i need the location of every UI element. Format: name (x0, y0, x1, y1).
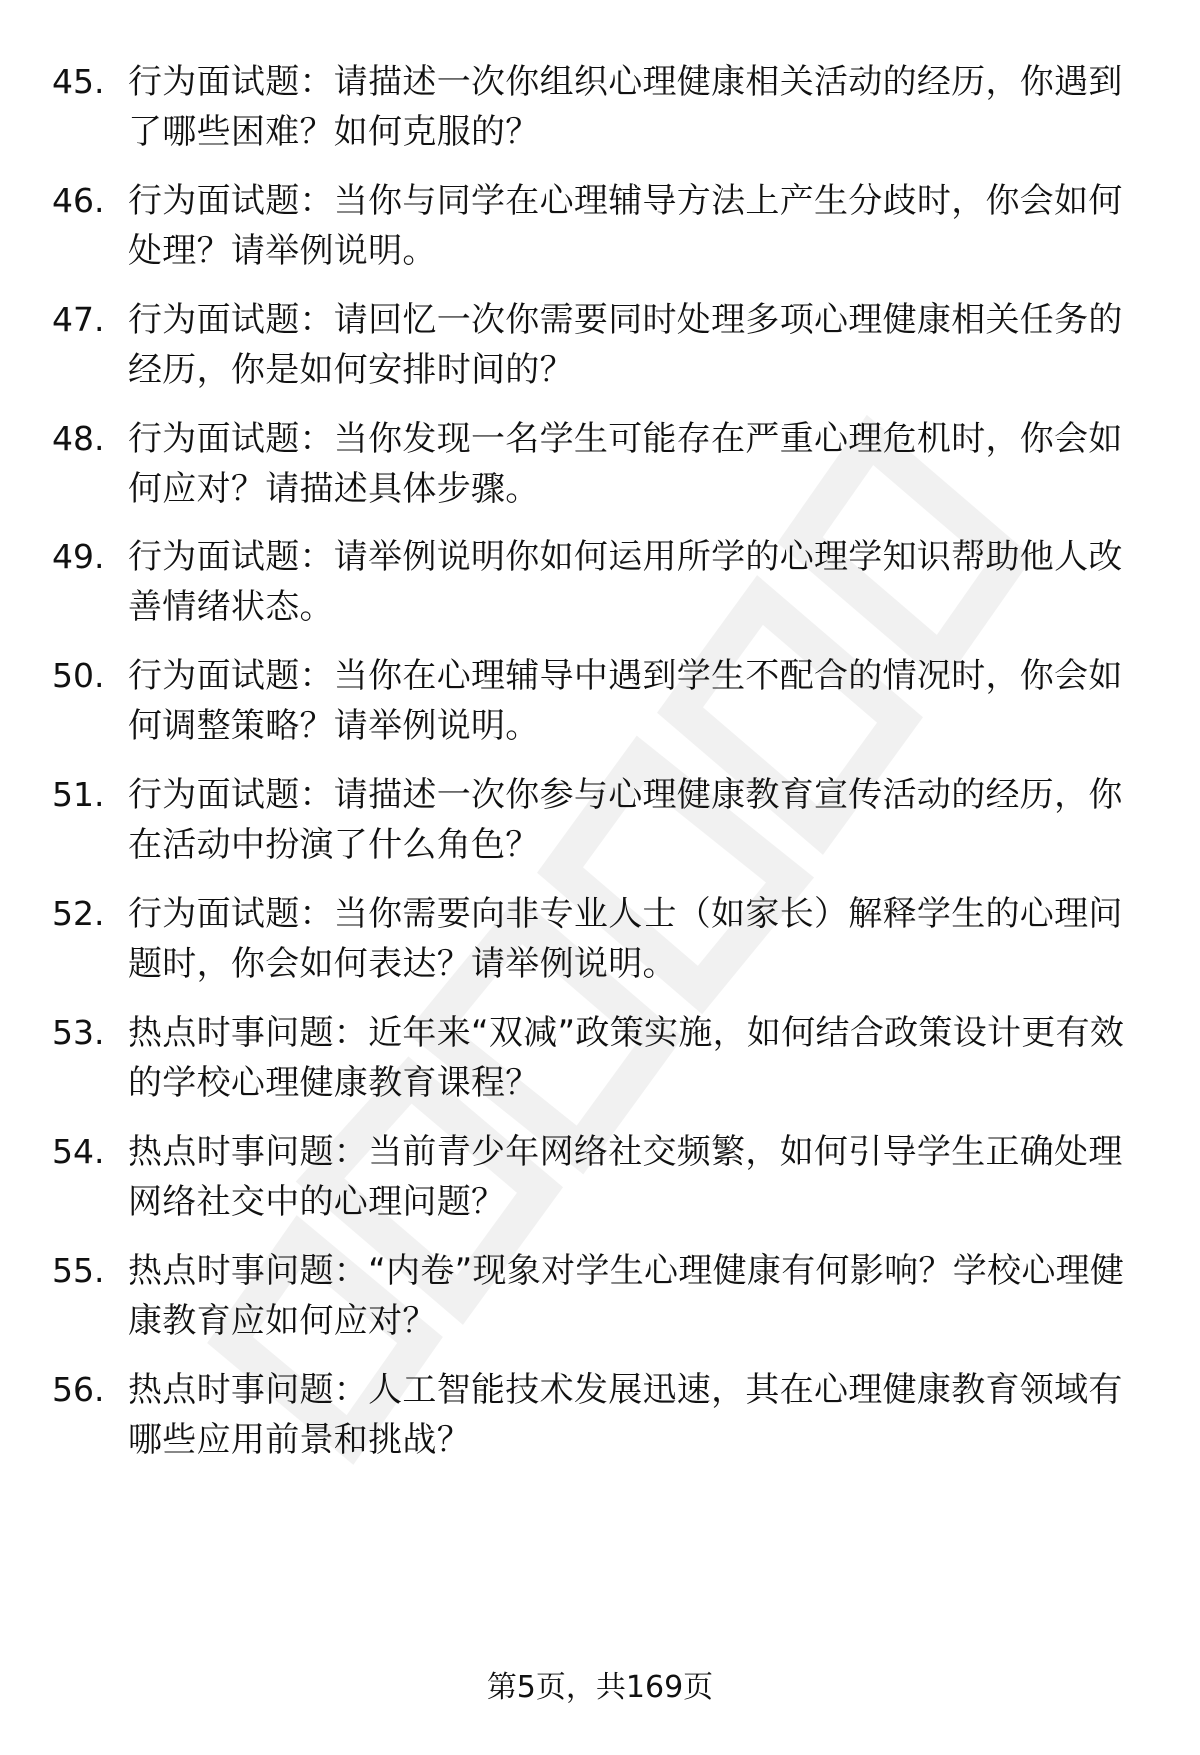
question-item (0, 1365, 1200, 1475)
question-number: 46. (52, 181, 105, 220)
question-item (0, 57, 1200, 167)
question-item (0, 295, 1200, 405)
question-item (0, 1127, 1200, 1237)
question-item (0, 176, 1200, 286)
question-number: 53. (52, 1013, 105, 1052)
question-text: 热点时事问题：“内卷”现象对学生心理健康有何影响？学校心理健康教育应如何应对？ (128, 1251, 1125, 1341)
question-text: 行为面试题：当你需要向非专业人士（如家长）解释学生的心理问题时，你会如何表达？请举例说明。 (128, 894, 1123, 984)
question-text: 行为面试题：请举例说明你如何运用所学的心理学知识帮助他人改善情绪状态。 (128, 537, 1123, 627)
question-item (0, 651, 1200, 761)
question-text: 热点时事问题：近年来“双减”政策实施，如何结合政策设计更有效的学校心理健康教育课程？ (128, 1013, 1125, 1103)
question-number: 47. (52, 300, 105, 339)
question-number: 49. (52, 537, 105, 576)
question-number: 45. (52, 62, 105, 101)
question-item (0, 889, 1200, 999)
question-number: 51. (52, 775, 105, 814)
question-item (0, 532, 1200, 642)
question-item (0, 414, 1200, 524)
question-text: 热点时事问题：人工智能技术发展迅速，其在心理健康教育领域有哪些应用前景和挑战？ (128, 1370, 1123, 1460)
question-number: 54. (52, 1132, 105, 1171)
page-footer: 第5页，共169页 (486, 1670, 714, 1705)
question-text: 行为面试题：当你在心理辅导中遇到学生不配合的情况时，你会如何调整策略？请举例说明。 (128, 656, 1123, 746)
question-text: 热点时事问题：当前青少年网络社交频繁，如何引导学生正确处理网络社交中的心理问题？ (128, 1132, 1123, 1222)
question-text: 行为面试题：请描述一次你参与心理健康教育宣传活动的经历，你在活动中扮演了什么角色？ (128, 775, 1123, 865)
question-item (0, 770, 1200, 880)
question-number: 52. (52, 894, 105, 933)
question-text: 行为面试题：当你发现一名学生可能存在严重心理危机时，你会如何应对？请描述具体步骤。 (128, 419, 1123, 509)
question-text: 行为面试题：请回忆一次你需要同时处理多项心理健康相关任务的经历，你是如何安排时间的？ (128, 300, 1123, 390)
question-number: 48. (52, 419, 105, 458)
question-number: 50. (52, 656, 105, 695)
question-item (0, 1008, 1200, 1118)
question-text: 行为面试题：当你与同学在心理辅导方法上产生分歧时，你会如何处理？请举例说明。 (128, 181, 1123, 271)
question-number: 55. (52, 1251, 105, 1290)
question-item (0, 1246, 1200, 1356)
question-text: 行为面试题：请描述一次你组织心理健康相关活动的经历，你遇到了哪些困难？如何克服的？ (128, 62, 1123, 152)
question-number: 56. (52, 1370, 105, 1409)
